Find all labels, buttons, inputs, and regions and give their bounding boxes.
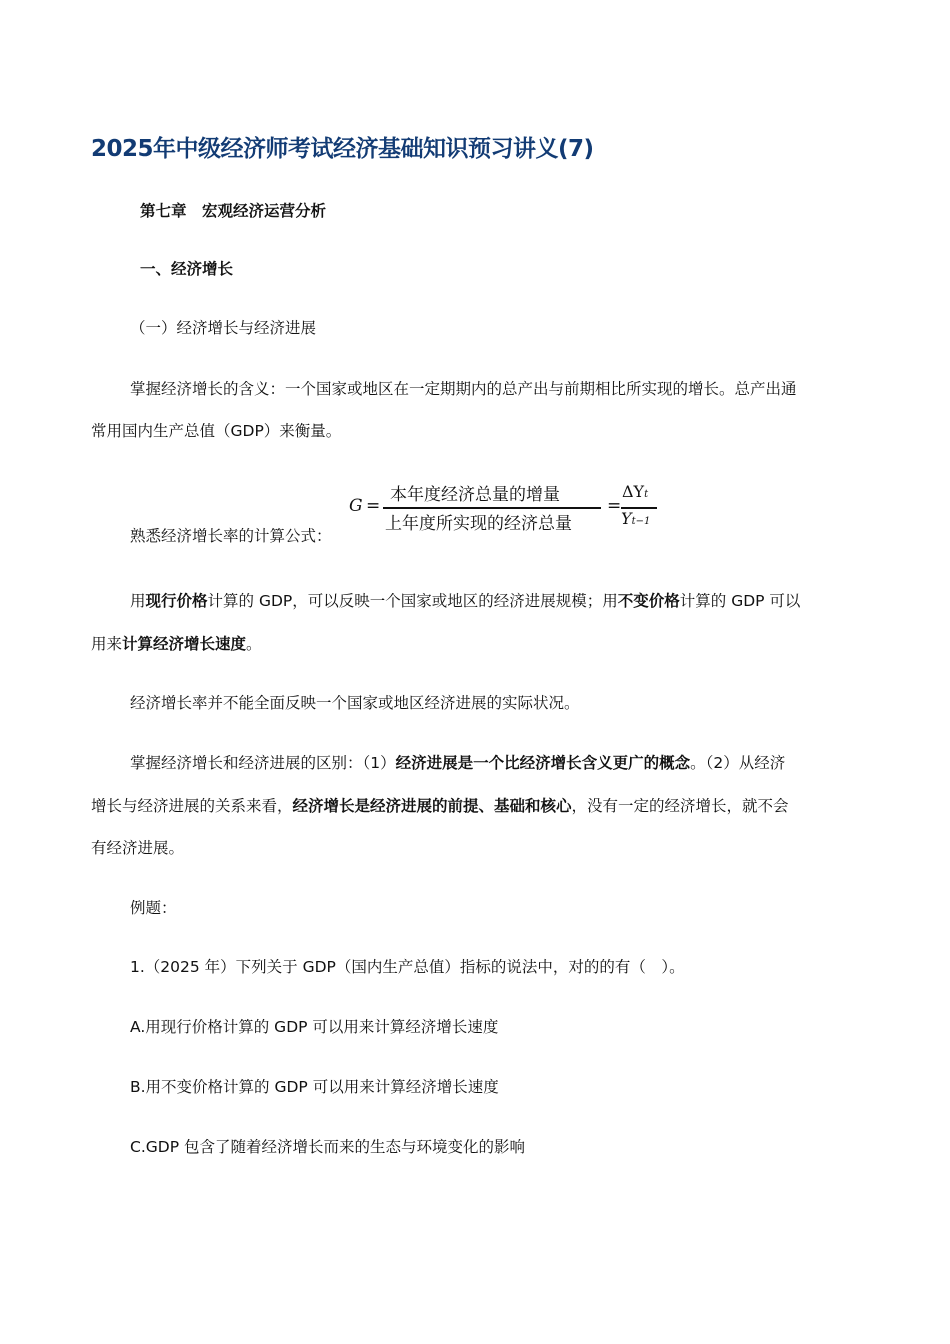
formula-delta-y (622, 482, 648, 501)
chapter-heading: 第七章 宏观经济运营分析 (140, 202, 327, 220)
paragraph-definition-line2: 常用国内生产总值（GDP）来衡量。 (91, 422, 342, 440)
paragraph-gdp-line2 (91, 633, 262, 655)
text-run: 用 (130, 592, 146, 610)
formula-lhs: G (349, 496, 363, 516)
formula-denominator: 上年度所实现的经济总量 (385, 514, 572, 534)
text-run: 计算的 GDP 可以 (679, 592, 801, 610)
y-subscript: t−1 (631, 516, 651, 527)
paragraph-gdp-line1 (130, 590, 800, 612)
text-run: ，没有一定的经济增长，就不会 (571, 797, 789, 815)
text-run: 计算的 GDP，可以反映一个国家或地区的经济进展规模；用 (207, 592, 618, 610)
bold-text-growth-speed: 计算经济增长速度 (122, 635, 247, 653)
text-run: 。 (246, 635, 262, 653)
paragraph-difference-line3: 有经济进展。 (91, 839, 185, 857)
y-symbol: Y (621, 509, 632, 528)
section-heading: 一、经济增长 (140, 260, 234, 278)
text-run: 掌握经济增长和经济进展的区别：（1） (130, 754, 396, 772)
formula-intro: 熟悉经济增长率的计算公式： (130, 527, 332, 545)
option-a: A.用现行价格计算的 GDP 可以用来计算经济增长速度 (130, 1018, 499, 1036)
text-run: 。（2）从经济 (690, 754, 786, 772)
text-run: 用来 (91, 635, 123, 653)
question-1: 1.（2025 年）下列关于 GDP（国内生产总值）指标的说法中，对的的有（ ）。 (130, 958, 685, 976)
bold-text-concept: 经济进展是一个比经济增长含义更广的概念 (395, 754, 691, 772)
document-title: 2025年中级经济师考试经济基础知识预习讲义(7) (91, 136, 594, 162)
paragraph-difference-line1 (130, 752, 785, 774)
text-run: 增长与经济进展的关系来看， (91, 797, 293, 815)
formula-equals-1: = (366, 496, 381, 516)
paragraph-growth-limit: 经济增长率并不能全面反映一个国家或地区经济进展的实际状况。 (130, 694, 580, 712)
formula-y-prev (621, 509, 650, 528)
bold-text-current-price: 现行价格 (145, 592, 208, 610)
growth-rate-formula (345, 478, 665, 540)
paragraph-definition-line1: 掌握经济增长的含义：一个国家或地区在一定期期内的总产出与前期相比所实现的增长。总产出通 (130, 380, 797, 398)
option-c: C.GDP 包含了随着经济增长而来的生态与环境变化的影响 (130, 1138, 525, 1156)
delta-y-symbol: ΔY (622, 482, 645, 501)
bold-text-core: 经济增长是经济进展的前提、基础和核心 (292, 797, 572, 815)
option-b: B.用不变价格计算的 GDP 可以用来计算经济增长速度 (130, 1078, 499, 1096)
formula-numerator: 本年度经济总量的增量 (390, 485, 560, 505)
subsection-heading: （一）经济增长与经济进展 (130, 319, 317, 337)
bold-text-constant-price: 不变价格 (617, 592, 680, 610)
paragraph-difference-line2 (91, 795, 789, 817)
formula-equals-2: = (607, 496, 622, 516)
delta-y-subscript: t (644, 489, 649, 500)
example-label: 例题： (130, 899, 177, 917)
